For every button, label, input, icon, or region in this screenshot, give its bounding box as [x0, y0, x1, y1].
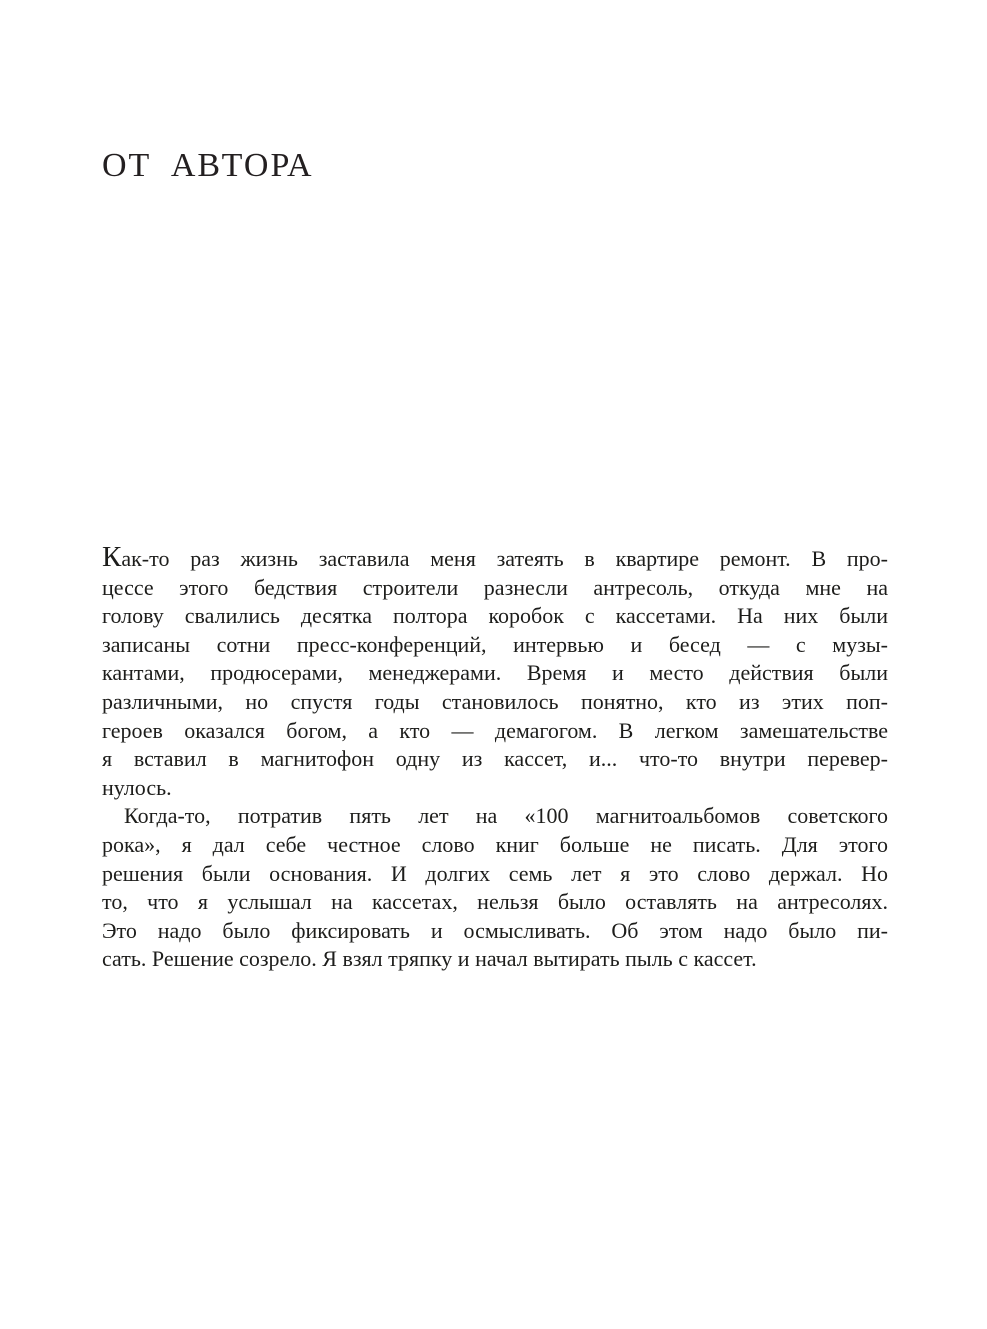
paragraph-1	[102, 543, 888, 802]
drop-cap-initial: К	[102, 541, 122, 573]
text-line: различными, но спустя годы становилось понятно, кто из этих поп-	[102, 688, 888, 714]
text-line: кантами, продюсерами, менеджерами. Время и место действия были	[102, 660, 888, 686]
text-line	[102, 543, 888, 574]
body-text	[102, 543, 888, 974]
paragraph-2	[102, 802, 888, 974]
text-line-content: ак-то раз жизнь заставила меня затеять в квартире ремонт. В про-	[121, 546, 888, 571]
text-line: цессе этого бедствия строители разнесли антресоль, откуда мне на	[102, 574, 888, 600]
text-line: то, что я услышал на кассетах, нельзя было оставлять на антресолях.	[102, 889, 888, 915]
text-line: голову свалились десятка полтора коробок с кассетами. На них были	[102, 603, 888, 629]
text-line: записаны сотни пресс-конференций, интервью и бесед — с музы-	[102, 631, 888, 657]
text-line: нулось.	[102, 774, 172, 800]
text-line: Это надо было фиксировать и осмысливать. Об этом надо было пи-	[102, 917, 888, 943]
text-line: Когда-то, потратив пять лет на «100 магнитоальбомов советского	[124, 803, 888, 829]
text-line: рока», я дал себе честное слово книг больше не писать. Для этого	[102, 831, 888, 857]
text-line: решения были основания. И долгих семь лет я это слово держал. Но	[102, 860, 888, 886]
text-line: героев оказался богом, а кто — демагогом. В легком замешательстве	[102, 717, 888, 743]
text-line: сать. Решение созрело. Я взял тряпку и начал вытирать пыль с кассет.	[102, 946, 757, 972]
text-line: я вставил в магнитофон одну из кассет, и... что-то внутри перевер-	[102, 746, 888, 772]
chapter-heading: ОТ АВТОРА	[102, 147, 314, 184]
